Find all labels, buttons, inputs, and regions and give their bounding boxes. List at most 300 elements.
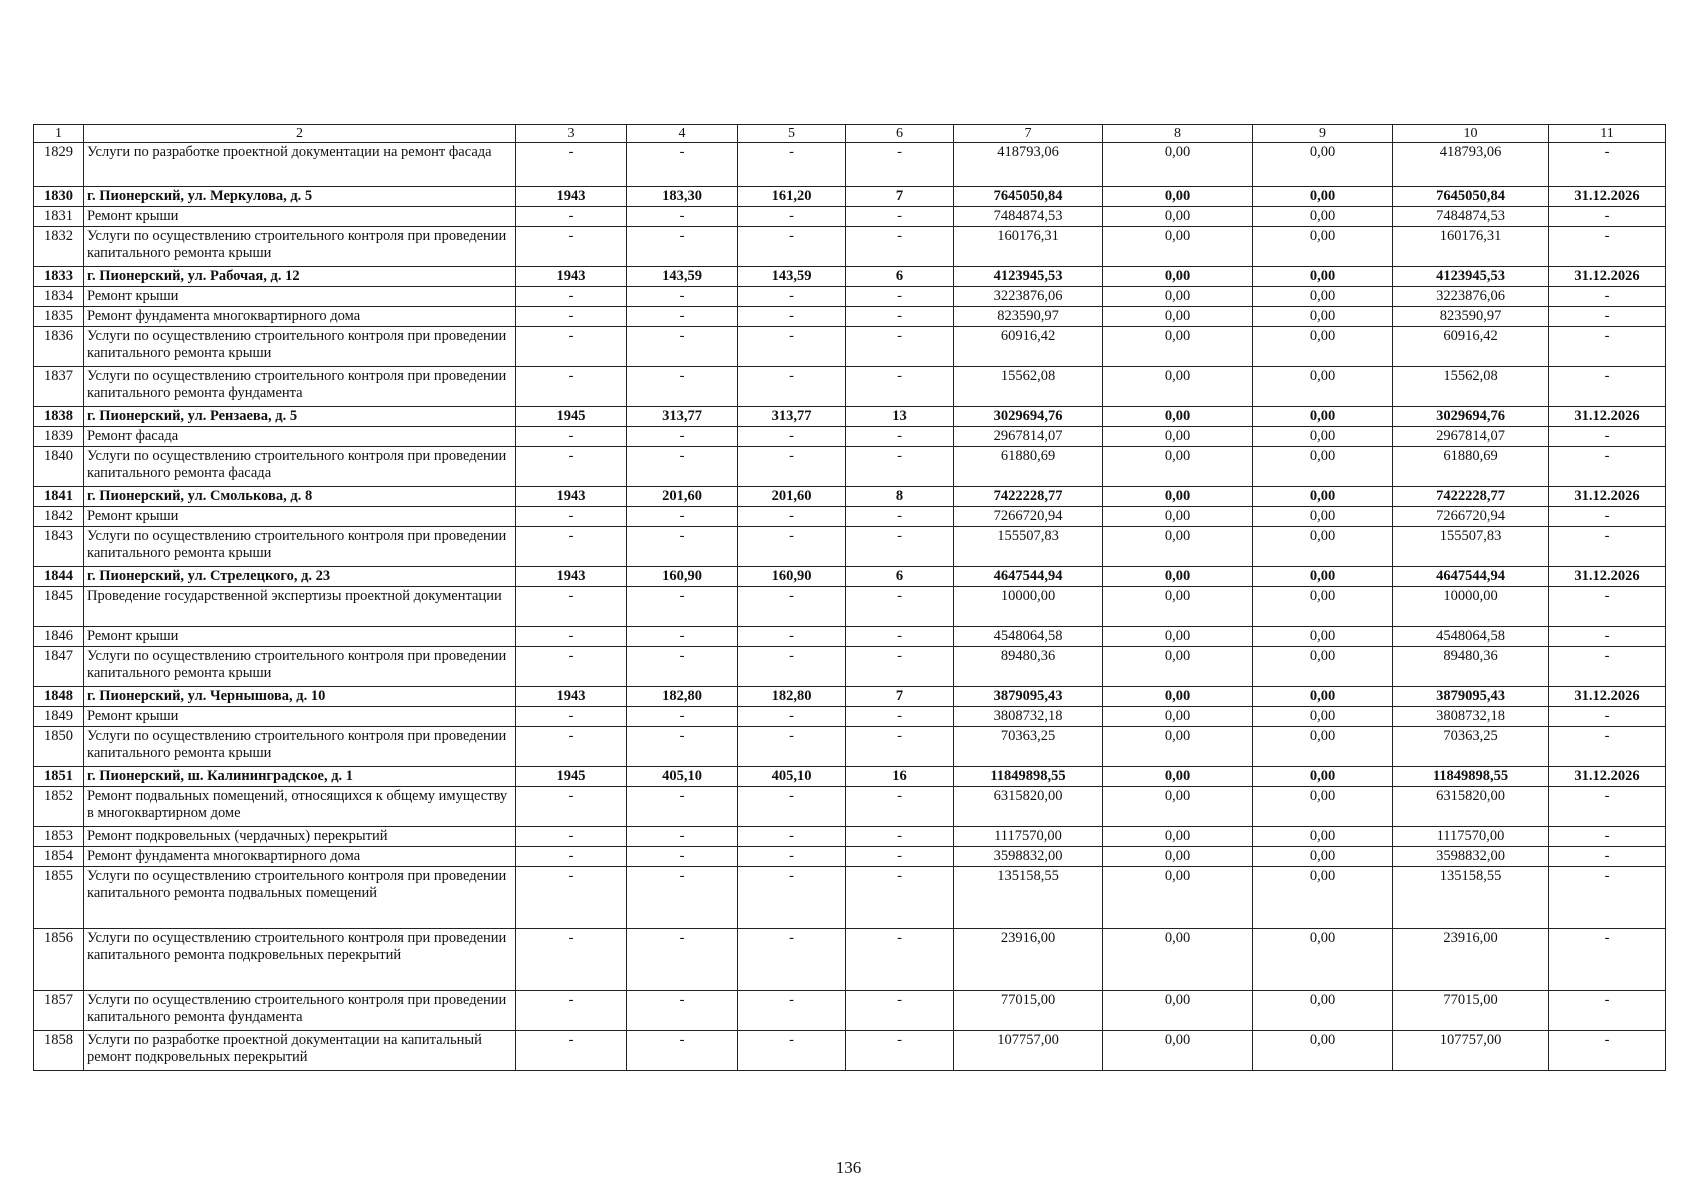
completion-date-cell: - [1549, 787, 1666, 827]
total-cost-cell: 4548064,58 [954, 627, 1103, 647]
cost-col-8-cell: 0,00 [1103, 867, 1253, 929]
address-row [34, 567, 1666, 587]
year-built-cell: - [516, 991, 627, 1031]
total-area-cell: - [627, 507, 738, 527]
column-number-header: 8 [1103, 125, 1253, 143]
cost-col-9-cell: 0,00 [1253, 327, 1393, 367]
total-cost-cell: 11849898,55 [954, 767, 1103, 787]
year-built-cell: - [516, 787, 627, 827]
residents-count-cell: - [846, 627, 954, 647]
column-number-header: 10 [1393, 125, 1549, 143]
total-area-cell: - [627, 991, 738, 1031]
cost-col-9-cell: 0,00 [1253, 587, 1393, 627]
total-cost-cell: 89480,36 [954, 647, 1103, 687]
description-cell: Услуги по осуществлению строительного контроля при проведении капитального ремонта крыши [84, 227, 516, 267]
work-item-row [34, 847, 1666, 867]
living-area-cell: - [738, 647, 846, 687]
year-built-cell: 1943 [516, 267, 627, 287]
work-item-row [34, 707, 1666, 727]
cost-col-8-cell: 0,00 [1103, 487, 1253, 507]
cost-col-10-cell: 7645050,84 [1393, 187, 1549, 207]
completion-date-cell: - [1549, 367, 1666, 407]
cost-col-10-cell: 4123945,53 [1393, 267, 1549, 287]
address-row [34, 267, 1666, 287]
living-area-cell: - [738, 929, 846, 991]
cost-col-10-cell: 418793,06 [1393, 143, 1549, 187]
cost-col-10-cell: 61880,69 [1393, 447, 1549, 487]
description-cell: Услуги по разработке проектной документации на капитальный ремонт подкровельных перекрытий [84, 1031, 516, 1071]
work-item-row [34, 587, 1666, 627]
total-area-cell: - [627, 367, 738, 407]
cost-col-9-cell: 0,00 [1253, 487, 1393, 507]
cost-col-9-cell: 0,00 [1253, 787, 1393, 827]
year-built-cell: - [516, 427, 627, 447]
living-area-cell: - [738, 527, 846, 567]
total-cost-cell: 10000,00 [954, 587, 1103, 627]
row-number-cell: 1849 [34, 707, 84, 727]
column-number-header: 11 [1549, 125, 1666, 143]
completion-date-cell: 31.12.2026 [1549, 487, 1666, 507]
work-item-row [34, 627, 1666, 647]
completion-date-cell: - [1549, 507, 1666, 527]
work-item-row [34, 427, 1666, 447]
cost-col-9-cell: 0,00 [1253, 267, 1393, 287]
description-cell: Проведение государственной экспертизы проектной документации [84, 587, 516, 627]
total-cost-cell: 4647544,94 [954, 567, 1103, 587]
row-number-cell: 1851 [34, 767, 84, 787]
total-cost-cell: 3879095,43 [954, 687, 1103, 707]
description-cell: Услуги по осуществлению строительного контроля при проведении капитального ремонта фасада [84, 447, 516, 487]
living-area-cell: - [738, 727, 846, 767]
completion-date-cell: 31.12.2026 [1549, 407, 1666, 427]
living-area-cell: 405,10 [738, 767, 846, 787]
completion-date-cell: - [1549, 287, 1666, 307]
residents-count-cell: - [846, 447, 954, 487]
cost-col-10-cell: 3808732,18 [1393, 707, 1549, 727]
completion-date-cell: 31.12.2026 [1549, 687, 1666, 707]
cost-col-10-cell: 7484874,53 [1393, 207, 1549, 227]
row-number-cell: 1833 [34, 267, 84, 287]
description-cell: Ремонт крыши [84, 287, 516, 307]
total-cost-cell: 70363,25 [954, 727, 1103, 767]
description-cell: Услуги по осуществлению строительного контроля при проведении капитального ремонта фундамента [84, 367, 516, 407]
completion-date-cell: - [1549, 727, 1666, 767]
total-cost-cell: 6315820,00 [954, 787, 1103, 827]
work-item-row [34, 929, 1666, 991]
cost-col-9-cell: 0,00 [1253, 627, 1393, 647]
year-built-cell: - [516, 929, 627, 991]
cost-col-8-cell: 0,00 [1103, 407, 1253, 427]
work-item-row [34, 827, 1666, 847]
total-area-cell: 201,60 [627, 487, 738, 507]
row-number-cell: 1834 [34, 287, 84, 307]
row-number-cell: 1831 [34, 207, 84, 227]
completion-date-cell: - [1549, 827, 1666, 847]
cost-col-10-cell: 7422228,77 [1393, 487, 1549, 507]
description-cell: Услуги по осуществлению строительного контроля при проведении капитального ремонта подвальных помещений [84, 867, 516, 929]
cost-col-10-cell: 60916,42 [1393, 327, 1549, 367]
row-number-cell: 1836 [34, 327, 84, 367]
row-number-cell: 1857 [34, 991, 84, 1031]
residents-count-cell: - [846, 227, 954, 267]
total-area-cell: - [627, 929, 738, 991]
completion-date-cell: - [1549, 867, 1666, 929]
total-cost-cell: 7422228,77 [954, 487, 1103, 507]
year-built-cell: - [516, 227, 627, 267]
cost-col-9-cell: 0,00 [1253, 367, 1393, 407]
cost-col-8-cell: 0,00 [1103, 567, 1253, 587]
work-item-row [34, 287, 1666, 307]
year-built-cell: - [516, 143, 627, 187]
completion-date-cell: - [1549, 527, 1666, 567]
cost-col-10-cell: 155507,83 [1393, 527, 1549, 567]
work-item-row [34, 327, 1666, 367]
total-area-cell: - [627, 527, 738, 567]
description-cell: г. Пионерский, ул. Стрелецкого, д. 23 [84, 567, 516, 587]
residents-count-cell: - [846, 507, 954, 527]
living-area-cell: - [738, 507, 846, 527]
cost-col-8-cell: 0,00 [1103, 627, 1253, 647]
completion-date-cell: - [1549, 707, 1666, 727]
total-area-cell: - [627, 847, 738, 867]
total-area-cell: - [627, 427, 738, 447]
cost-col-8-cell: 0,00 [1103, 991, 1253, 1031]
work-item-row [34, 647, 1666, 687]
row-number-cell: 1845 [34, 587, 84, 627]
year-built-cell: - [516, 827, 627, 847]
cost-col-10-cell: 4548064,58 [1393, 627, 1549, 647]
work-item-row [34, 727, 1666, 767]
column-number-header: 3 [516, 125, 627, 143]
total-area-cell: - [627, 327, 738, 367]
column-number-header: 1 [34, 125, 84, 143]
cost-col-9-cell: 0,00 [1253, 991, 1393, 1031]
completion-date-cell: 31.12.2026 [1549, 767, 1666, 787]
total-cost-cell: 61880,69 [954, 447, 1103, 487]
cost-col-10-cell: 3223876,06 [1393, 287, 1549, 307]
work-item-row [34, 527, 1666, 567]
description-cell: Услуги по осуществлению строительного контроля при проведении капитального ремонта крыши [84, 727, 516, 767]
description-cell: Услуги по разработке проектной документации на ремонт фасада [84, 143, 516, 187]
living-area-cell: - [738, 827, 846, 847]
total-area-cell: - [627, 227, 738, 267]
living-area-cell: 182,80 [738, 687, 846, 707]
total-area-cell: - [627, 307, 738, 327]
total-area-cell: 160,90 [627, 567, 738, 587]
total-cost-cell: 7266720,94 [954, 507, 1103, 527]
cost-col-10-cell: 23916,00 [1393, 929, 1549, 991]
living-area-cell: - [738, 327, 846, 367]
year-built-cell: - [516, 707, 627, 727]
address-row [34, 407, 1666, 427]
residents-count-cell: - [846, 647, 954, 687]
year-built-cell: 1945 [516, 407, 627, 427]
residents-count-cell: - [846, 143, 954, 187]
row-number-cell: 1848 [34, 687, 84, 707]
total-cost-cell: 60916,42 [954, 327, 1103, 367]
cost-col-9-cell: 0,00 [1253, 707, 1393, 727]
year-built-cell: - [516, 207, 627, 227]
work-item-row [34, 143, 1666, 187]
residents-count-cell: 7 [846, 187, 954, 207]
cost-col-8-cell: 0,00 [1103, 587, 1253, 627]
year-built-cell: - [516, 327, 627, 367]
work-item-row [34, 367, 1666, 407]
column-number-header: 4 [627, 125, 738, 143]
total-cost-cell: 23916,00 [954, 929, 1103, 991]
row-number-cell: 1858 [34, 1031, 84, 1071]
year-built-cell: 1943 [516, 187, 627, 207]
cost-col-9-cell: 0,00 [1253, 227, 1393, 267]
total-cost-cell: 3808732,18 [954, 707, 1103, 727]
residents-count-cell: 6 [846, 567, 954, 587]
living-area-cell: - [738, 991, 846, 1031]
cost-col-9-cell: 0,00 [1253, 427, 1393, 447]
cost-col-10-cell: 10000,00 [1393, 587, 1549, 627]
total-cost-cell: 7645050,84 [954, 187, 1103, 207]
total-area-cell: - [627, 587, 738, 627]
cost-col-8-cell: 0,00 [1103, 307, 1253, 327]
row-number-cell: 1841 [34, 487, 84, 507]
cost-col-9-cell: 0,00 [1253, 143, 1393, 187]
year-built-cell: - [516, 847, 627, 867]
living-area-cell: - [738, 587, 846, 627]
cost-col-8-cell: 0,00 [1103, 427, 1253, 447]
living-area-cell: 143,59 [738, 267, 846, 287]
cost-col-10-cell: 823590,97 [1393, 307, 1549, 327]
address-row [34, 767, 1666, 787]
completion-date-cell: - [1549, 587, 1666, 627]
living-area-cell: - [738, 627, 846, 647]
total-cost-cell: 3223876,06 [954, 287, 1103, 307]
description-cell: Ремонт фундамента многоквартирного дома [84, 307, 516, 327]
work-item-row [34, 867, 1666, 929]
column-number-header: 9 [1253, 125, 1393, 143]
cost-col-8-cell: 0,00 [1103, 287, 1253, 307]
work-item-row [34, 1031, 1666, 1071]
work-item-row [34, 207, 1666, 227]
cost-col-8-cell: 0,00 [1103, 707, 1253, 727]
completion-date-cell: - [1549, 227, 1666, 267]
row-number-cell: 1843 [34, 527, 84, 567]
description-cell: г. Пионерский, ул. Чернышова, д. 10 [84, 687, 516, 707]
cost-col-9-cell: 0,00 [1253, 847, 1393, 867]
description-cell: Услуги по осуществлению строительного контроля при проведении капитального ремонта крыши [84, 647, 516, 687]
living-area-cell: - [738, 207, 846, 227]
total-cost-cell: 2967814,07 [954, 427, 1103, 447]
total-area-cell: - [627, 827, 738, 847]
work-item-row [34, 227, 1666, 267]
page-number: 136 [835, 1158, 862, 1177]
address-row [34, 487, 1666, 507]
total-cost-cell: 7484874,53 [954, 207, 1103, 227]
year-built-cell: - [516, 287, 627, 307]
cost-col-9-cell: 0,00 [1253, 207, 1393, 227]
row-number-cell: 1838 [34, 407, 84, 427]
cost-col-8-cell: 0,00 [1103, 847, 1253, 867]
residents-count-cell: - [846, 287, 954, 307]
living-area-cell: - [738, 707, 846, 727]
cost-col-10-cell: 11849898,55 [1393, 767, 1549, 787]
cost-col-10-cell: 89480,36 [1393, 647, 1549, 687]
description-cell: г. Пионерский, ш. Калининградское, д. 1 [84, 767, 516, 787]
description-cell: Услуги по осуществлению строительного контроля при проведении капитального ремонта крыши [84, 327, 516, 367]
cost-col-9-cell: 0,00 [1253, 867, 1393, 929]
year-built-cell: 1945 [516, 767, 627, 787]
row-number-cell: 1854 [34, 847, 84, 867]
cost-col-10-cell: 107757,00 [1393, 1031, 1549, 1071]
living-area-cell: - [738, 867, 846, 929]
total-area-cell: 405,10 [627, 767, 738, 787]
total-cost-cell: 135158,55 [954, 867, 1103, 929]
cost-col-9-cell: 0,00 [1253, 727, 1393, 767]
cost-col-8-cell: 0,00 [1103, 447, 1253, 487]
total-area-cell: 183,30 [627, 187, 738, 207]
description-cell: г. Пионерский, ул. Меркулова, д. 5 [84, 187, 516, 207]
total-area-cell: - [627, 707, 738, 727]
cost-col-8-cell: 0,00 [1103, 507, 1253, 527]
cost-col-10-cell: 77015,00 [1393, 991, 1549, 1031]
cost-col-9-cell: 0,00 [1253, 527, 1393, 567]
total-area-cell: - [627, 787, 738, 827]
living-area-cell: - [738, 367, 846, 407]
living-area-cell: - [738, 847, 846, 867]
cost-col-8-cell: 0,00 [1103, 367, 1253, 407]
total-area-cell: - [627, 143, 738, 187]
cost-col-8-cell: 0,00 [1103, 929, 1253, 991]
residents-count-cell: - [846, 207, 954, 227]
cost-col-10-cell: 2967814,07 [1393, 427, 1549, 447]
cost-col-9-cell: 0,00 [1253, 1031, 1393, 1071]
total-area-cell: - [627, 647, 738, 687]
total-cost-cell: 107757,00 [954, 1031, 1103, 1071]
total-cost-cell: 418793,06 [954, 143, 1103, 187]
row-number-cell: 1847 [34, 647, 84, 687]
residents-count-cell: - [846, 847, 954, 867]
cost-col-10-cell: 135158,55 [1393, 867, 1549, 929]
residents-count-cell: 13 [846, 407, 954, 427]
living-area-cell: - [738, 1031, 846, 1071]
description-cell: Услуги по осуществлению строительного контроля при проведении капитального ремонта фундамента [84, 991, 516, 1031]
residents-count-cell: - [846, 991, 954, 1031]
description-cell: Услуги по осуществлению строительного контроля при проведении капитального ремонта подкровельных перекрытий [84, 929, 516, 991]
residents-count-cell: - [846, 327, 954, 367]
total-cost-cell: 155507,83 [954, 527, 1103, 567]
column-number-header: 5 [738, 125, 846, 143]
total-area-cell: - [627, 207, 738, 227]
cost-col-8-cell: 0,00 [1103, 767, 1253, 787]
row-number-cell: 1830 [34, 187, 84, 207]
column-number-header: 2 [84, 125, 516, 143]
total-cost-cell: 1117570,00 [954, 827, 1103, 847]
column-number-header: 7 [954, 125, 1103, 143]
residents-count-cell: - [846, 307, 954, 327]
living-area-cell: 313,77 [738, 407, 846, 427]
cost-col-9-cell: 0,00 [1253, 187, 1393, 207]
residents-count-cell: - [846, 867, 954, 929]
total-cost-cell: 15562,08 [954, 367, 1103, 407]
cost-col-8-cell: 0,00 [1103, 143, 1253, 187]
residents-count-cell: - [846, 929, 954, 991]
completion-date-cell: - [1549, 929, 1666, 991]
living-area-cell: - [738, 447, 846, 487]
year-built-cell: - [516, 507, 627, 527]
total-area-cell: - [627, 627, 738, 647]
row-number-cell: 1837 [34, 367, 84, 407]
living-area-cell: - [738, 287, 846, 307]
residents-count-cell: - [846, 727, 954, 767]
total-cost-cell: 160176,31 [954, 227, 1103, 267]
total-cost-cell: 3029694,76 [954, 407, 1103, 427]
year-built-cell: - [516, 527, 627, 567]
description-cell: Ремонт подкровельных (чердачных) перекрытий [84, 827, 516, 847]
year-built-cell: - [516, 1031, 627, 1071]
repair-plan-table [33, 124, 1666, 1071]
year-built-cell: - [516, 587, 627, 627]
year-built-cell: 1943 [516, 687, 627, 707]
completion-date-cell: - [1549, 847, 1666, 867]
cost-col-9-cell: 0,00 [1253, 767, 1393, 787]
cost-col-9-cell: 0,00 [1253, 307, 1393, 327]
completion-date-cell: - [1549, 207, 1666, 227]
total-area-cell: 143,59 [627, 267, 738, 287]
cost-col-10-cell: 15562,08 [1393, 367, 1549, 407]
cost-col-8-cell: 0,00 [1103, 1031, 1253, 1071]
total-area-cell: - [627, 867, 738, 929]
cost-col-8-cell: 0,00 [1103, 327, 1253, 367]
completion-date-cell: - [1549, 991, 1666, 1031]
completion-date-cell: - [1549, 647, 1666, 687]
living-area-cell: - [738, 143, 846, 187]
description-cell: г. Пионерский, ул. Рензаева, д. 5 [84, 407, 516, 427]
completion-date-cell: - [1549, 143, 1666, 187]
cost-col-9-cell: 0,00 [1253, 507, 1393, 527]
residents-count-cell: - [846, 1031, 954, 1071]
cost-col-9-cell: 0,00 [1253, 567, 1393, 587]
row-number-cell: 1832 [34, 227, 84, 267]
living-area-cell: - [738, 787, 846, 827]
row-number-cell: 1852 [34, 787, 84, 827]
cost-col-8-cell: 0,00 [1103, 267, 1253, 287]
total-area-cell: - [627, 727, 738, 767]
total-cost-cell: 823590,97 [954, 307, 1103, 327]
total-area-cell: - [627, 1031, 738, 1071]
work-item-row [34, 447, 1666, 487]
completion-date-cell: 31.12.2026 [1549, 187, 1666, 207]
total-area-cell: 182,80 [627, 687, 738, 707]
description-cell: г. Пионерский, ул. Рабочая, д. 12 [84, 267, 516, 287]
cost-col-8-cell: 0,00 [1103, 787, 1253, 827]
row-number-cell: 1829 [34, 143, 84, 187]
year-built-cell: - [516, 447, 627, 487]
cost-col-8-cell: 0,00 [1103, 687, 1253, 707]
completion-date-cell: - [1549, 327, 1666, 367]
completion-date-cell: - [1549, 427, 1666, 447]
living-area-cell: - [738, 227, 846, 267]
cost-col-10-cell: 1117570,00 [1393, 827, 1549, 847]
cost-col-8-cell: 0,00 [1103, 187, 1253, 207]
cost-col-9-cell: 0,00 [1253, 929, 1393, 991]
row-number-cell: 1855 [34, 867, 84, 929]
total-area-cell: - [627, 287, 738, 307]
residents-count-cell: - [846, 787, 954, 827]
cost-col-10-cell: 6315820,00 [1393, 787, 1549, 827]
year-built-cell: - [516, 647, 627, 687]
living-area-cell: 201,60 [738, 487, 846, 507]
total-area-cell: - [627, 447, 738, 487]
cost-col-8-cell: 0,00 [1103, 647, 1253, 687]
column-number-header: 6 [846, 125, 954, 143]
